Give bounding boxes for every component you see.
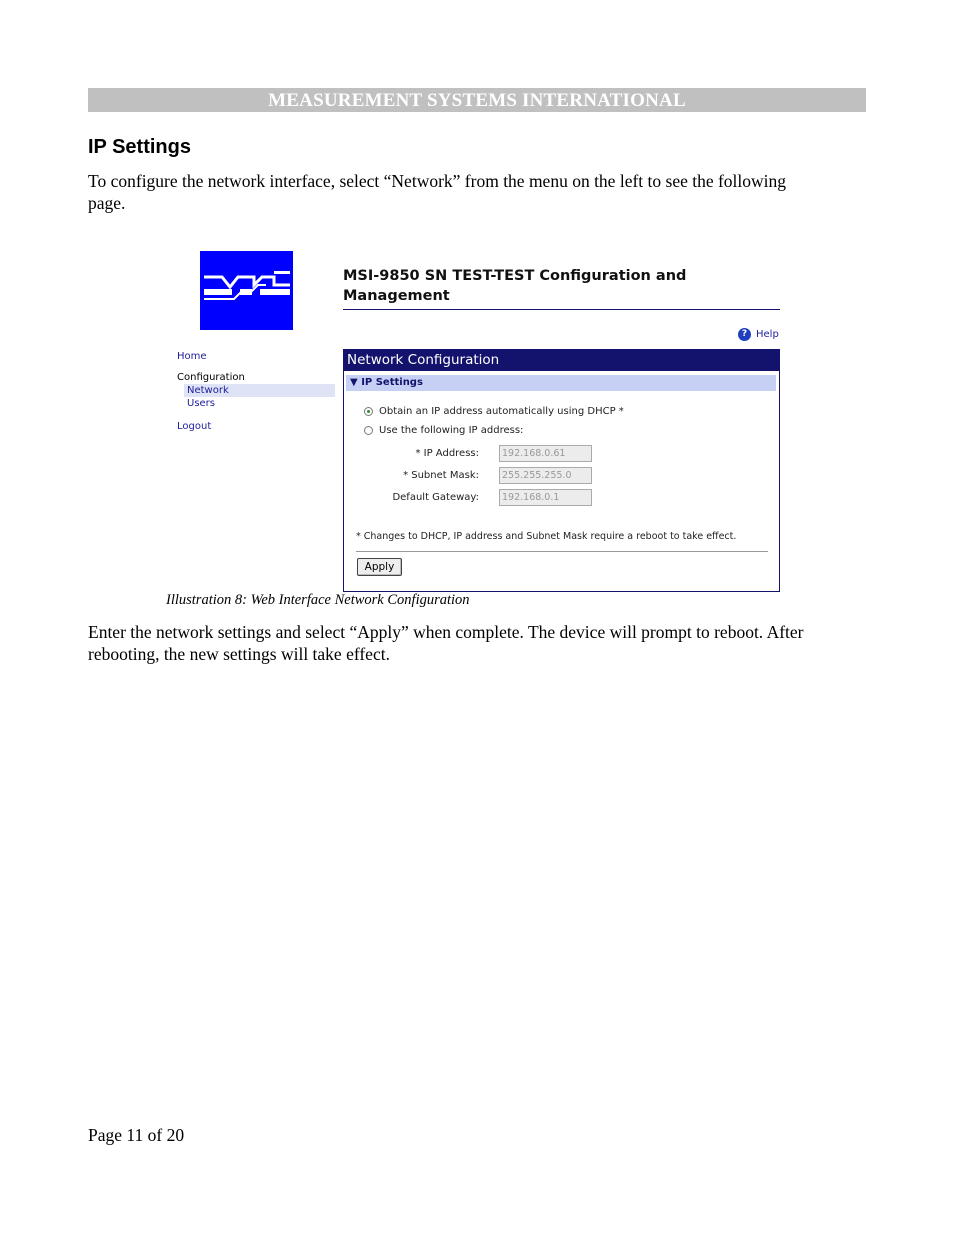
nav-network[interactable]: Network — [184, 384, 335, 397]
reboot-note: * Changes to DHCP, IP address and Subnet Mask require a reboot to take effect. — [356, 531, 737, 542]
ui-page-title — [343, 266, 783, 306]
ui-title-line-2: Management — [343, 288, 450, 304]
closing-line-1: Enter the network settings and select “Apply” when complete. The device will prompt to reboot. After — [88, 622, 804, 642]
title-divider — [343, 309, 780, 310]
note-divider — [356, 551, 768, 552]
help-link[interactable] — [738, 328, 779, 341]
intro-line-1: To configure the network interface, select “Network” from the menu on the left to see the following — [88, 171, 787, 191]
closing-line-2: rebooting, the new settings will take effect. — [88, 644, 390, 664]
page-number: Page 11 of 20 — [88, 1125, 185, 1145]
static-ip-option[interactable] — [364, 425, 523, 436]
ip-address-input[interactable]: 192.168.0.61 — [499, 445, 592, 462]
default-gateway-input[interactable]: 192.168.0.1 — [499, 489, 592, 506]
dhcp-radio[interactable] — [364, 407, 373, 416]
nav-users[interactable]: Users — [187, 398, 216, 409]
intro-line-2: page. — [88, 193, 126, 213]
default-gateway-label: Default Gateway: — [392, 492, 479, 503]
ui-title-line-1: MSI-9850 SN TEST-TEST Configuration and — [343, 268, 687, 284]
section-title: IP Settings — [88, 136, 191, 158]
subnet-mask-label: * Subnet Mask: — [403, 470, 479, 481]
apply-button[interactable]: Apply — [357, 558, 402, 576]
help-label[interactable]: Help — [756, 329, 779, 340]
nav-logout[interactable]: Logout — [177, 421, 212, 432]
ip-settings-subheader-label: IP Settings — [361, 377, 423, 388]
figure-caption: Illustration 8: Web Interface Network Configuration — [166, 592, 470, 608]
panel-title: Network Configuration — [343, 349, 780, 371]
nav-home[interactable]: Home — [177, 351, 207, 362]
dhcp-option[interactable] — [364, 406, 624, 417]
msi-logo — [200, 251, 293, 330]
ip-settings-subheader[interactable] — [346, 375, 776, 391]
ip-address-label: * IP Address: — [415, 448, 479, 459]
static-ip-option-label: Use the following IP address: — [379, 425, 524, 436]
nav-configuration: Configuration — [177, 372, 245, 383]
collapse-arrow-icon[interactable]: ▼ — [350, 377, 358, 388]
static-ip-radio[interactable] — [364, 426, 373, 435]
subnet-mask-input[interactable]: 255.255.255.0 — [499, 467, 592, 484]
help-icon[interactable]: ? — [738, 328, 751, 341]
document-header: MEASUREMENT SYSTEMS INTERNATIONAL — [88, 88, 866, 112]
dhcp-option-label: Obtain an IP address automatically using DHCP * — [379, 406, 624, 417]
